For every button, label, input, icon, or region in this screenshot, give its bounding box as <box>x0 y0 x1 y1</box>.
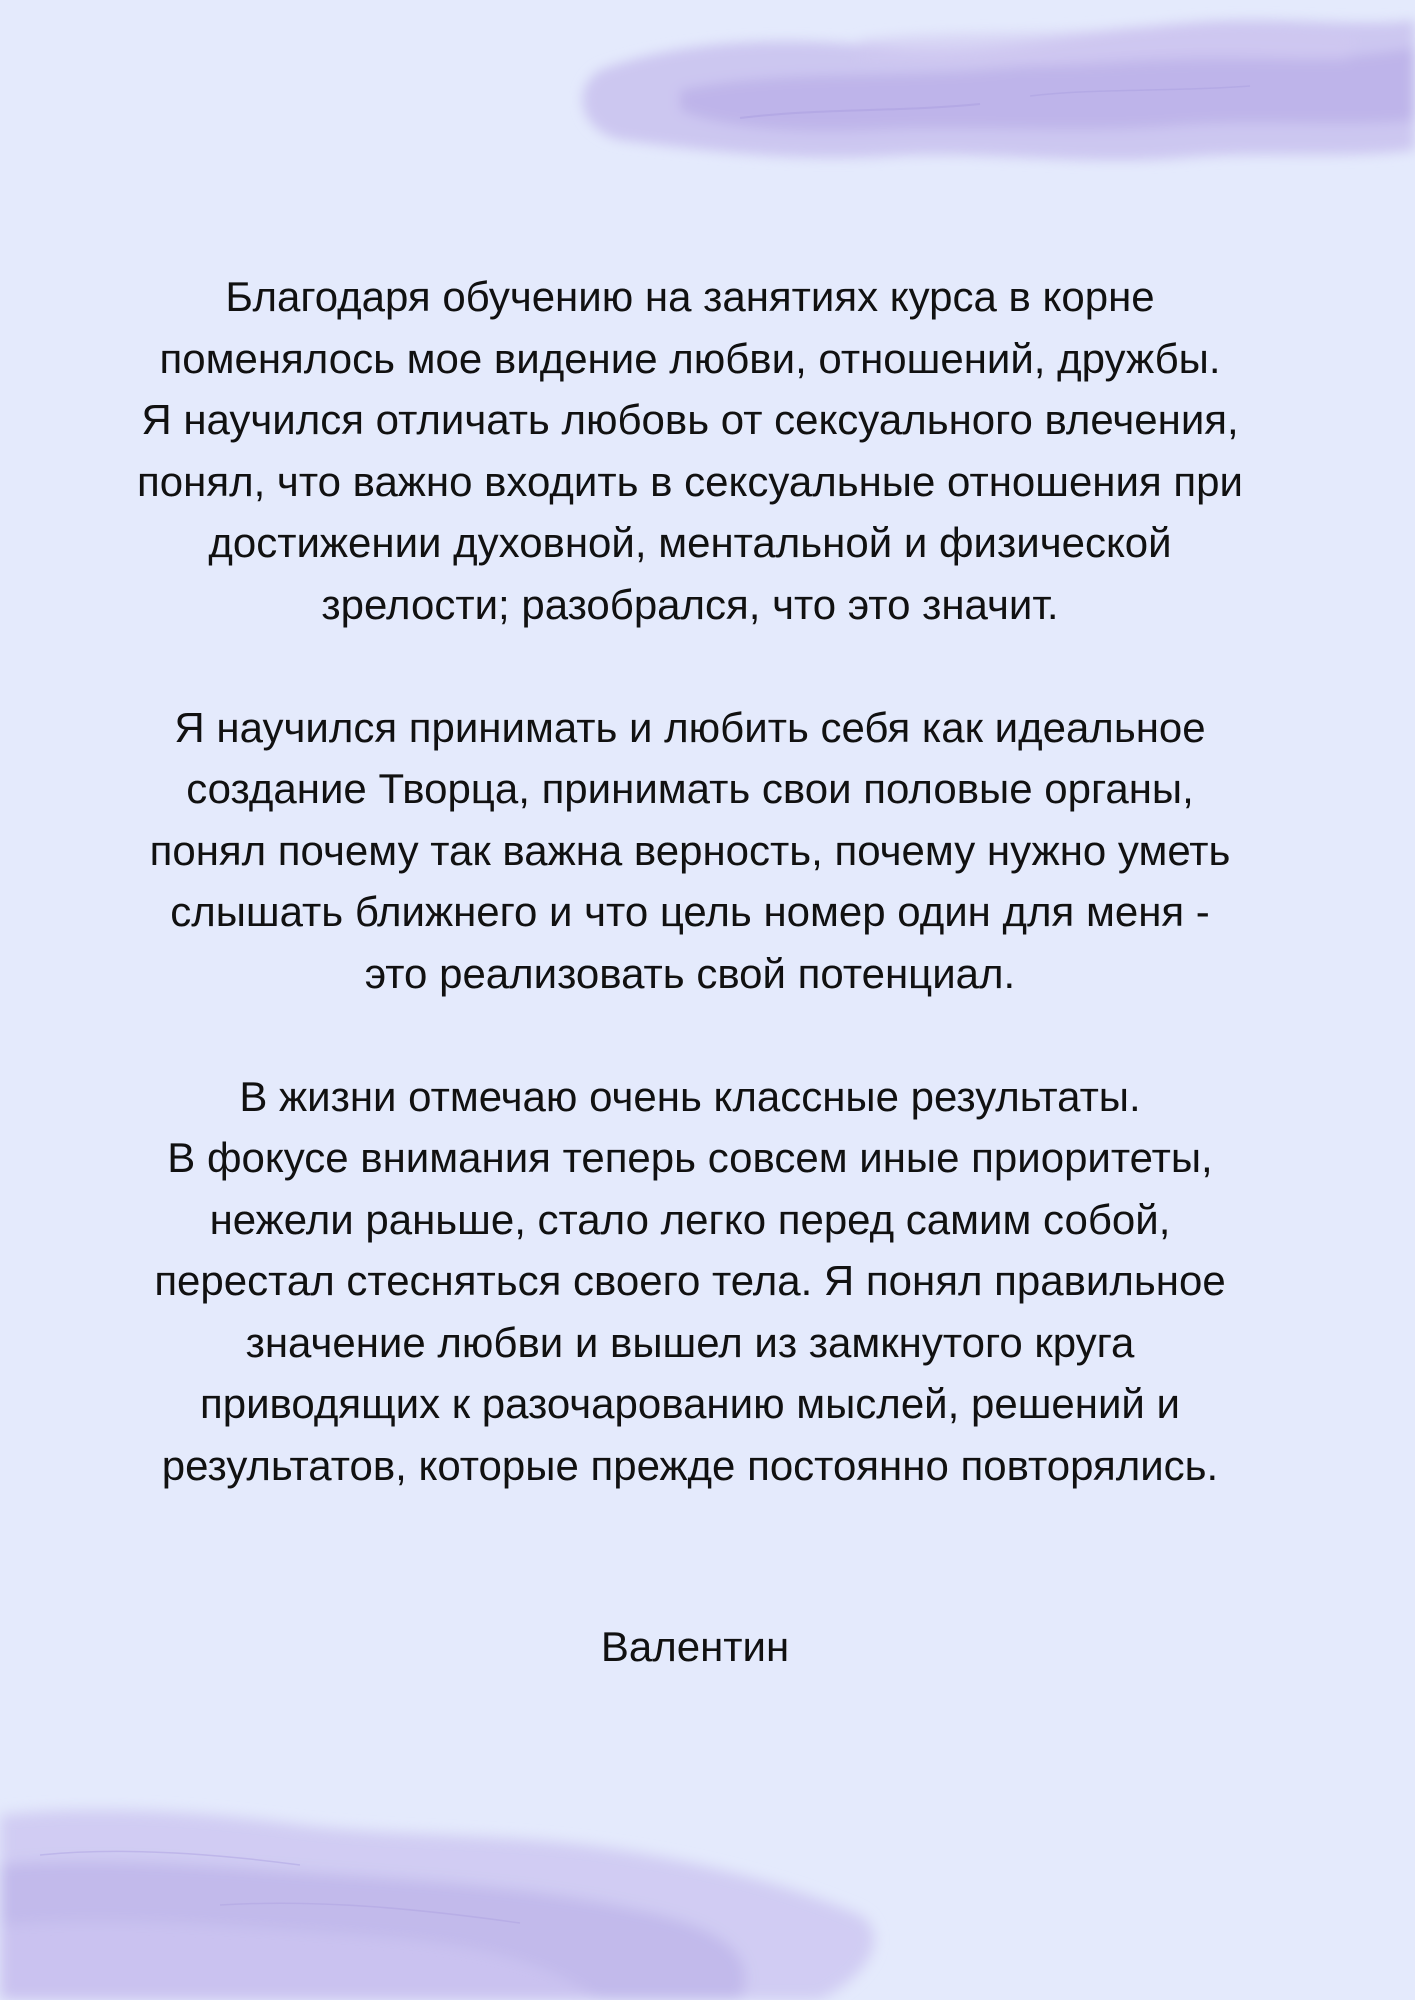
testimonial-paragraph <box>70 697 1310 1005</box>
watercolor-decoration-bottom <box>0 1795 900 2000</box>
text-line: Благодаря обучению на занятиях курса в корне <box>225 273 1155 320</box>
text-line: достижении духовной, ментальной и физической <box>208 519 1172 566</box>
text-line: зрелости; разобрался, что это значит. <box>321 580 1059 628</box>
author-signature: Валентин <box>600 1623 790 1670</box>
text-line: В жизни отмечаю очень классные результаты. <box>239 1072 1141 1120</box>
text-line: приводящих к разочарованию мыслей, решений и <box>199 1380 1180 1427</box>
watercolor-decoration-top <box>560 0 1415 175</box>
text-line: создание Творца, принимать свои половые органы, <box>186 765 1194 812</box>
text-line: нежели раньше, стало легко перед самим собой, <box>209 1195 1171 1243</box>
text-line: результатов, которые прежде постоянно повторялись. <box>161 1441 1219 1489</box>
text-line: В фокусе внимания теперь совсем иные приоритеты, <box>167 1134 1213 1181</box>
text-line: Я научился отличать любовь от сексуального влечения, <box>141 396 1239 443</box>
text-line: слышать ближнего и что цель номер один для меня - <box>170 888 1210 935</box>
testimonial-paragraph <box>70 1066 1310 1497</box>
text-line: понял, что важно входить в сексуальные отношения при <box>137 457 1243 505</box>
text-line: это реализовать свой потенциал. <box>364 949 1016 997</box>
text-line: Я научился принимать и любить себя как идеальное <box>174 703 1206 751</box>
text-line: понял почему так важна верность, почему нужно уметь <box>149 826 1231 874</box>
testimonial-paragraph <box>70 266 1310 635</box>
testimonial-body <box>70 266 1310 1558</box>
text-line: поменялось мое видение любви, отношений, дружбы. <box>159 334 1221 382</box>
text-line: значение любви и вышел из замкнутого круга <box>245 1318 1135 1366</box>
text-line: перестал стесняться своего тела. Я понял правильное <box>154 1257 1226 1304</box>
